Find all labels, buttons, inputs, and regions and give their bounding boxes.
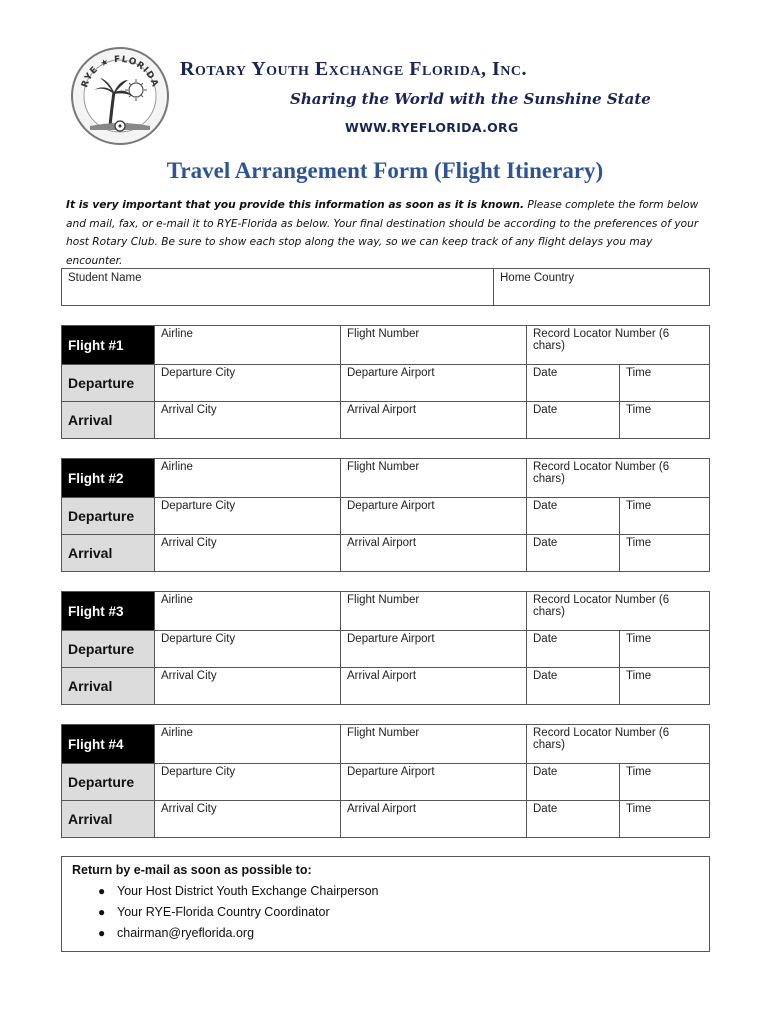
flight-number-label: Flight Number bbox=[347, 727, 420, 739]
arrival-airport-field[interactable] bbox=[341, 535, 527, 572]
flight-4-table bbox=[61, 724, 710, 838]
departure-date-field[interactable] bbox=[527, 631, 620, 668]
svg-text:RYE ★ FLORIDA: RYE ★ FLORIDA bbox=[80, 54, 160, 89]
record-locator-field[interactable] bbox=[527, 326, 710, 364]
airline-field[interactable] bbox=[155, 459, 341, 497]
airline-label: Airline bbox=[161, 594, 193, 606]
departure-airport-field[interactable] bbox=[341, 498, 527, 535]
arrival-city-field[interactable] bbox=[155, 668, 341, 705]
departure-date-field[interactable] bbox=[527, 365, 620, 402]
arrival-airport-label: Arrival Airport bbox=[347, 404, 417, 416]
return-item-text: Your Host District Youth Exchange Chairperson bbox=[117, 884, 379, 898]
bullet-icon: ● bbox=[98, 905, 106, 919]
time-label: Time bbox=[626, 367, 652, 379]
record-locator-label: Record Locator Number (6 chars) bbox=[533, 594, 670, 618]
organization-name: Rotary Youth Exchange Florida, Inc. bbox=[180, 58, 528, 80]
arrival-airport-field[interactable] bbox=[341, 668, 527, 705]
departure-airport-label: Departure Airport bbox=[347, 500, 435, 512]
list-item[interactable] bbox=[98, 923, 699, 944]
time-label: Time bbox=[626, 404, 652, 416]
flight-3-table bbox=[61, 591, 710, 705]
organization-url[interactable]: WWW.RYEFLORIDA.ORG bbox=[345, 120, 519, 135]
record-locator-field[interactable] bbox=[527, 459, 710, 497]
bullet-icon: ● bbox=[98, 884, 106, 898]
departure-city-field[interactable] bbox=[155, 631, 341, 668]
arrival-row bbox=[155, 800, 710, 838]
form-title: Travel Arrangement Form (Flight Itinerary) bbox=[166, 158, 604, 183]
arrival-airport-label: Arrival Airport bbox=[347, 803, 417, 815]
time-label: Time bbox=[626, 670, 652, 682]
flight-number-field[interactable] bbox=[341, 459, 527, 497]
departure-label: Departure bbox=[62, 364, 154, 401]
return-item-text: Your RYE-Florida Country Coordinator bbox=[117, 905, 330, 919]
arrival-airport-label: Arrival Airport bbox=[347, 670, 417, 682]
arrival-city-field[interactable] bbox=[155, 402, 341, 439]
departure-airport-label: Departure Airport bbox=[347, 633, 435, 645]
student-name-label: Student Name bbox=[68, 272, 142, 284]
return-list bbox=[72, 881, 699, 944]
arrival-row bbox=[155, 534, 710, 572]
date-label: Date bbox=[533, 633, 558, 645]
departure-city-field[interactable] bbox=[155, 365, 341, 402]
flight-1-grid bbox=[154, 326, 710, 438]
flight-number-field[interactable] bbox=[341, 725, 527, 763]
home-country-field[interactable] bbox=[494, 269, 709, 305]
organization-tagline: Sharing the World with the Sunshine State bbox=[290, 90, 651, 108]
airline-field[interactable] bbox=[155, 326, 341, 364]
airline-label: Airline bbox=[161, 461, 193, 473]
flight-number-field[interactable] bbox=[341, 326, 527, 364]
arrival-date-field[interactable] bbox=[527, 668, 620, 705]
arrival-time-field[interactable] bbox=[620, 402, 710, 439]
record-locator-field[interactable] bbox=[527, 592, 710, 630]
date-label: Date bbox=[533, 537, 558, 549]
time-label: Time bbox=[626, 766, 652, 778]
departure-row bbox=[155, 630, 710, 668]
flight-info-row bbox=[155, 459, 710, 497]
departure-row bbox=[155, 497, 710, 535]
flight-number-label: Flight Number bbox=[347, 461, 420, 473]
airline-field[interactable] bbox=[155, 725, 341, 763]
departure-airport-label: Departure Airport bbox=[347, 766, 435, 778]
date-label: Date bbox=[533, 500, 558, 512]
arrival-label: Arrival bbox=[62, 534, 154, 571]
airline-label: Airline bbox=[161, 727, 193, 739]
intro-text: Please complete the form below and mail, fax, or e-mail it to RYE-Florida as below. Your final destination should be according to the preferences of your host Rotary Club. Be sure to show each stop along the way, so we can keep track of any flight delays you may encounter. bbox=[66, 199, 699, 267]
flight-1-table bbox=[61, 325, 710, 439]
flight-number-field[interactable] bbox=[341, 592, 527, 630]
flight-4-grid bbox=[154, 725, 710, 837]
arrival-label: Arrival bbox=[62, 800, 154, 837]
departure-airport-label: Departure Airport bbox=[347, 367, 435, 379]
departure-city-field[interactable] bbox=[155, 764, 341, 801]
flight-2-grid bbox=[154, 459, 710, 571]
flight-2-table bbox=[61, 458, 710, 572]
departure-time-field[interactable] bbox=[620, 498, 710, 535]
date-label: Date bbox=[533, 803, 558, 815]
airline-label: Airline bbox=[161, 328, 193, 340]
departure-city-label: Departure City bbox=[161, 766, 236, 778]
departure-time-field[interactable] bbox=[620, 365, 710, 402]
time-label: Time bbox=[626, 500, 652, 512]
arrival-label: Arrival bbox=[62, 401, 154, 438]
time-label: Time bbox=[626, 537, 652, 549]
departure-date-field[interactable] bbox=[527, 498, 620, 535]
flight-2-row-headers bbox=[62, 459, 154, 571]
arrival-date-field[interactable] bbox=[527, 402, 620, 439]
flight-4-title: Flight #4 bbox=[62, 725, 154, 763]
arrival-row bbox=[155, 401, 710, 439]
departure-row bbox=[155, 364, 710, 402]
departure-time-field[interactable] bbox=[620, 764, 710, 801]
flight-info-row bbox=[155, 725, 710, 763]
flight-3-title: Flight #3 bbox=[62, 592, 154, 630]
departure-city-label: Departure City bbox=[161, 367, 236, 379]
student-name-field[interactable] bbox=[62, 269, 494, 305]
record-locator-field[interactable] bbox=[527, 725, 710, 763]
departure-airport-field[interactable] bbox=[341, 631, 527, 668]
return-email-link[interactable]: chairman@ryeflorida.org bbox=[117, 926, 255, 940]
student-info-box bbox=[61, 268, 710, 306]
departure-city-label: Departure City bbox=[161, 633, 236, 645]
departure-city-field[interactable] bbox=[155, 498, 341, 535]
arrival-time-field[interactable] bbox=[620, 535, 710, 572]
departure-label: Departure bbox=[62, 497, 154, 534]
departure-date-field[interactable] bbox=[527, 764, 620, 801]
arrival-date-field[interactable] bbox=[527, 801, 620, 838]
time-label: Time bbox=[626, 803, 652, 815]
flight-1-row-headers bbox=[62, 326, 154, 438]
flight-3-row-headers bbox=[62, 592, 154, 704]
home-country-label: Home Country bbox=[500, 272, 575, 284]
flight-info-row bbox=[155, 592, 710, 630]
departure-airport-field[interactable] bbox=[341, 764, 527, 801]
flight-4-row-headers bbox=[62, 725, 154, 837]
arrival-date-field[interactable] bbox=[527, 535, 620, 572]
flight-2-title: Flight #2 bbox=[62, 459, 154, 497]
record-locator-label: Record Locator Number (6 chars) bbox=[533, 727, 670, 751]
departure-city-label: Departure City bbox=[161, 500, 236, 512]
arrival-city-label: Arrival City bbox=[161, 803, 217, 815]
record-locator-label: Record Locator Number (6 chars) bbox=[533, 328, 670, 352]
record-locator-label: Record Locator Number (6 chars) bbox=[533, 461, 670, 485]
list-item bbox=[98, 902, 699, 923]
flight-1-title: Flight #1 bbox=[62, 326, 154, 364]
flight-info-row bbox=[155, 326, 710, 364]
arrival-airport-field[interactable] bbox=[341, 801, 527, 838]
departure-row bbox=[155, 763, 710, 801]
return-instructions-box bbox=[61, 856, 710, 952]
return-title: Return by e-mail as soon as possible to: bbox=[72, 863, 312, 877]
date-label: Date bbox=[533, 670, 558, 682]
date-label: Date bbox=[533, 404, 558, 416]
arrival-airport-field[interactable] bbox=[341, 402, 527, 439]
airline-field[interactable] bbox=[155, 592, 341, 630]
arrival-airport-label: Arrival Airport bbox=[347, 537, 417, 549]
date-label: Date bbox=[533, 766, 558, 778]
arrival-city-label: Arrival City bbox=[161, 404, 217, 416]
intro-emphasis: It is very important that you provide this information as soon as it is known. bbox=[66, 199, 524, 211]
flight-number-label: Flight Number bbox=[347, 594, 420, 606]
flight-3-grid bbox=[154, 592, 710, 704]
departure-airport-field[interactable] bbox=[341, 365, 527, 402]
arrival-row bbox=[155, 667, 710, 705]
rye-florida-logo bbox=[70, 46, 170, 146]
form-intro bbox=[66, 196, 706, 270]
departure-time-field[interactable] bbox=[620, 631, 710, 668]
list-item bbox=[98, 881, 699, 902]
departure-label: Departure bbox=[62, 630, 154, 667]
arrival-time-field[interactable] bbox=[620, 801, 710, 838]
arrival-city-field[interactable] bbox=[155, 801, 341, 838]
bullet-icon: ● bbox=[98, 926, 106, 940]
departure-label: Departure bbox=[62, 763, 154, 800]
arrival-city-label: Arrival City bbox=[161, 537, 217, 549]
flight-number-label: Flight Number bbox=[347, 328, 420, 340]
date-label: Date bbox=[533, 367, 558, 379]
time-label: Time bbox=[626, 633, 652, 645]
arrival-time-field[interactable] bbox=[620, 668, 710, 705]
arrival-city-field[interactable] bbox=[155, 535, 341, 572]
arrival-city-label: Arrival City bbox=[161, 670, 217, 682]
arrival-label: Arrival bbox=[62, 667, 154, 704]
